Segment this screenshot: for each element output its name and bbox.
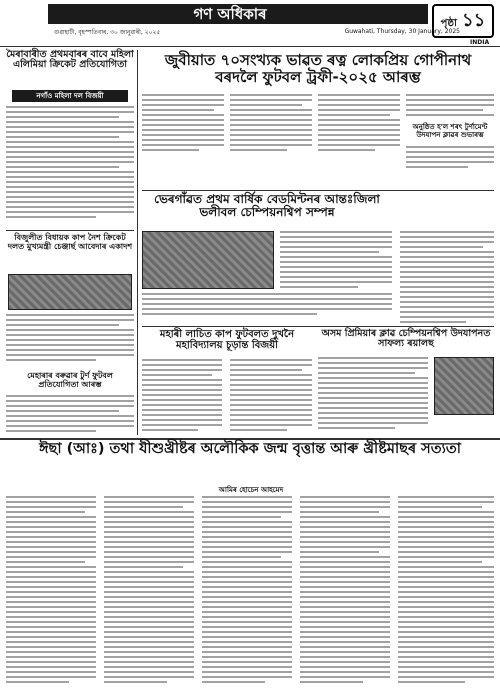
sports-body-col-2	[142, 293, 392, 318]
left-photo	[8, 274, 132, 310]
left-headline-3: মেহাৰাৰ বৰুৱাৰ টুৰ্ণ ফুটবল প্ৰতিযোগিতা আৰম্ভ	[27, 371, 113, 389]
right-body	[318, 357, 428, 432]
bottom-body-col-3	[202, 496, 292, 686]
bottom-body-col-2	[104, 496, 194, 686]
masthead-tag: INDIA	[470, 39, 490, 46]
bottom-story	[6, 442, 494, 696]
side-headline: অনুষ্ঠিত হ'ল শৰৎ টুৰ্ণামেণ্ট উদযাপন ক্লাৱৰ শুভাৰম্ভ	[412, 123, 488, 139]
left-headline-2: বিজুলীত বিধায়ক কাপ নৈশ ক্ৰিকেট দলত মুখ্যমন্ত্ৰী চেঞ্জাৰ্ছ আবেদাৰ একাদশ	[7, 233, 133, 251]
right-story-headline: অসম প্ৰিমিয়াৰ ক্লাৱ চেম্পিয়নশ্বিপ উদযাপনত সাফল্য ৰয়ালছ	[321, 328, 491, 350]
top-story	[142, 50, 494, 190]
top-story-body-col-1	[142, 94, 224, 154]
sports-story-headline: ভেৰগাঁৱত প্ৰথম বাৰ্ষিক বেডমিন্টনৰ আন্তঃজিলা ভলীবল চেম্পিয়নশ্বিপ সম্পন্ন	[154, 192, 380, 220]
side-body	[406, 146, 494, 171]
bottom-body-col-4	[300, 496, 390, 686]
left-body-3	[6, 395, 134, 435]
page-number-box	[432, 4, 494, 38]
right-story	[318, 329, 494, 435]
right-photo	[434, 357, 494, 415]
bottom-body-col-5	[398, 496, 494, 686]
masthead	[0, 0, 500, 48]
page-number: ১১	[461, 10, 486, 31]
bottom-story-byline: আমিৰ হোচেন আহমেদ	[218, 486, 284, 494]
bottom-story-headline: ঈছা (আঃ) তথা যীশুখ্ৰীষ্টৰ অলৌকিক জন্ম বৃত্তান্ত আৰু খ্ৰীষ্টমাছৰ সত্যতা	[39, 441, 461, 457]
left-body-2	[6, 314, 134, 364]
left-body-1	[6, 106, 134, 221]
masthead-date-english: Guwahati, Thursday, 30 January, 2025	[344, 28, 460, 35]
top-story-headline: জুবীয়াত ৭০সংখ্যক ভাৱত ৰত্ন লোকপ্ৰিয় গোপীনাথ বৰদলৈ ফুটবল ট্ৰফী-২০২৫ আৰম্ভ	[164, 51, 472, 86]
mid-body-col-2	[230, 359, 312, 434]
sports-body-col-3	[400, 231, 494, 326]
top-story-body-col-3	[318, 94, 400, 154]
top-story-body-col-4	[406, 94, 494, 119]
mid-story	[142, 329, 312, 435]
left-headline-1: মৈৰাবাৰীত প্ৰথমবাৰৰ বাবে মহিলা এলিমিয়া ক্ৰিকেট প্ৰতিযোগিতা	[6, 49, 134, 71]
masthead-title: গণ অধিকাৰ	[193, 5, 267, 23]
mid-body-col-1	[142, 359, 222, 434]
page-label: পৃষ্ঠা	[440, 18, 457, 29]
bottom-body-col-1	[6, 496, 96, 686]
sports-story	[142, 193, 494, 325]
sports-photo	[142, 231, 274, 289]
top-story-body-col-2	[230, 94, 312, 154]
left-column	[6, 50, 134, 435]
masthead-date: গুৱাহাটী, বৃহস্পতিবাৰ, ৩০ জানুৱাৰী, ২০২৫	[54, 29, 161, 36]
left-subhead: নগাঁও মহিলা দল বিজয়ী	[36, 92, 104, 100]
mid-story-headline: মহাৰী লাচিত কাপ ফুটবলত দুখনৈ মহাবিদ্যালয় চূড়ান্ত বিজয়ী	[159, 329, 295, 351]
sports-body-col-1	[280, 231, 392, 291]
